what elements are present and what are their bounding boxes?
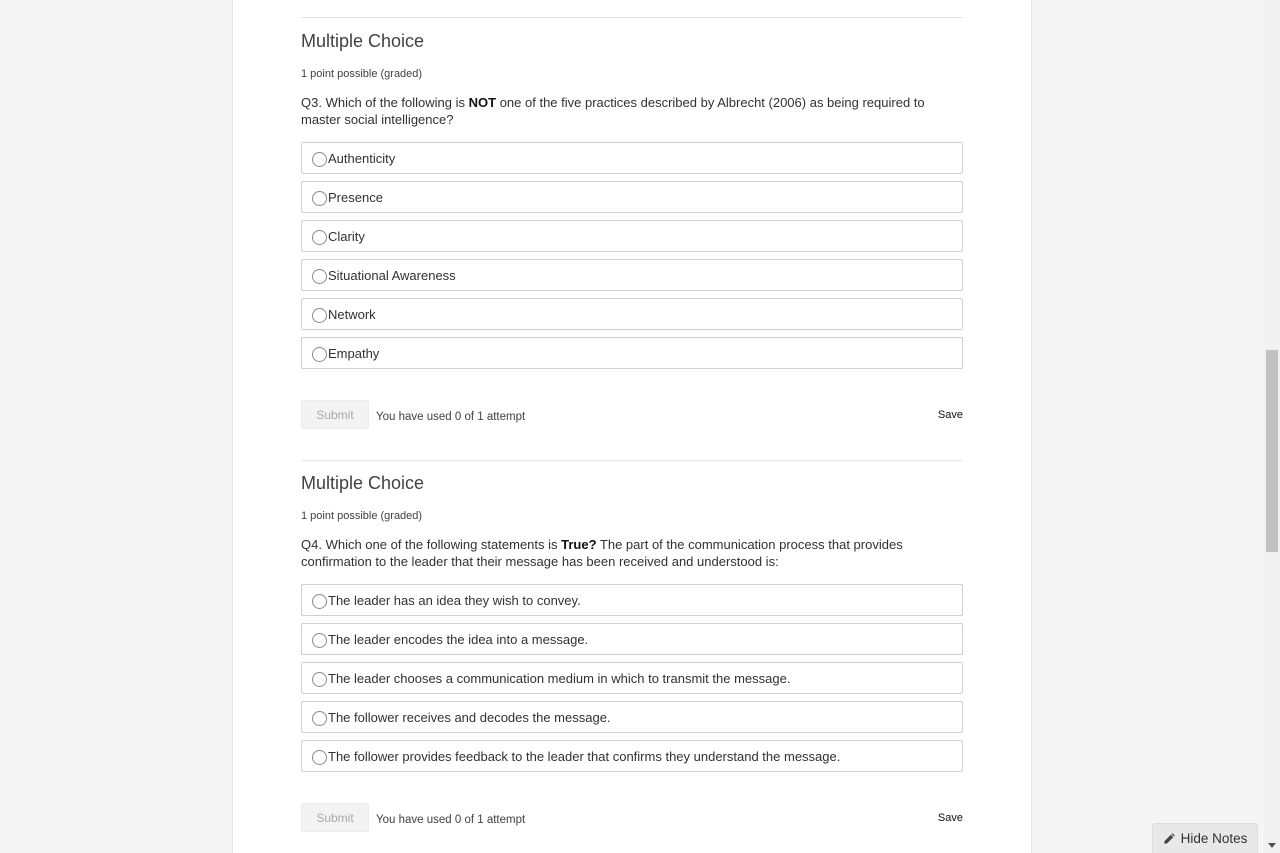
choice-option[interactable] xyxy=(301,298,963,330)
choice-option[interactable] xyxy=(301,740,963,772)
choice-option[interactable] xyxy=(301,584,963,616)
radio-button[interactable] xyxy=(312,750,327,765)
choice-label: The follower provides feedback to the leader that confirms they understand the message. xyxy=(328,748,841,764)
choice-label: Empathy xyxy=(328,345,380,361)
save-button[interactable]: Save xyxy=(937,812,963,824)
radio-button[interactable] xyxy=(312,230,327,245)
choice-option[interactable] xyxy=(301,623,963,655)
choice-label: Authenticity xyxy=(328,150,396,166)
problem-q3 xyxy=(301,29,963,430)
problem-title: Multiple Choice xyxy=(301,31,425,51)
points-possible: 1 point possible (graded) xyxy=(301,68,423,80)
question-text xyxy=(301,94,963,128)
choice-option[interactable] xyxy=(301,337,963,369)
question-suffix: one of the five practices described by Albrecht (2006) as being required to master social intelligence? xyxy=(301,95,925,127)
choice-label: The follower receives and decodes the message. xyxy=(328,709,611,725)
submit-button[interactable]: Submit xyxy=(301,803,369,832)
question-prefix: Q3. Which of the following is xyxy=(301,95,469,110)
hide-notes-button[interactable] xyxy=(1152,823,1258,853)
scroll-down-arrow-icon[interactable] xyxy=(1268,843,1276,848)
choice-label: The leader has an idea they wish to convey. xyxy=(328,592,581,608)
scrollbar-thumb[interactable] xyxy=(1266,350,1278,552)
question-emphasis: True? xyxy=(561,537,597,552)
choice-label: The leader chooses a communication medium in which to transmit the message. xyxy=(328,670,791,686)
choice-option[interactable] xyxy=(301,220,963,252)
radio-button[interactable] xyxy=(312,308,327,323)
radio-button[interactable] xyxy=(312,191,327,206)
problem-title: Multiple Choice xyxy=(301,473,425,493)
save-button[interactable]: Save xyxy=(937,409,963,421)
choice-label: Network xyxy=(328,306,376,322)
choice-label: Clarity xyxy=(328,228,365,244)
radio-button[interactable] xyxy=(312,633,327,648)
radio-button[interactable] xyxy=(312,152,327,167)
problem-divider xyxy=(301,17,963,18)
radio-button[interactable] xyxy=(312,269,327,284)
hide-notes-label: Hide Notes xyxy=(1180,831,1248,846)
vertical-scrollbar[interactable] xyxy=(1264,0,1280,853)
pencil-icon xyxy=(1163,832,1176,845)
course-content xyxy=(232,0,1032,853)
question-prefix: Q4. Which one of the following statements is xyxy=(301,537,562,552)
question-suffix: The part of the communication process that provides confirmation to the leader that their message has been received and understood is: xyxy=(301,537,903,569)
choice-label: Situational Awareness xyxy=(328,267,456,283)
radio-button[interactable] xyxy=(312,594,327,609)
problem-divider xyxy=(301,460,963,461)
radio-button[interactable] xyxy=(312,347,327,362)
choice-option[interactable] xyxy=(301,259,963,291)
choice-label: The leader encodes the idea into a message. xyxy=(328,631,589,647)
question-text xyxy=(301,536,963,570)
choice-option[interactable] xyxy=(301,662,963,694)
problem-actions xyxy=(301,803,963,833)
question-emphasis: NOT xyxy=(468,95,497,110)
choice-option[interactable] xyxy=(301,142,963,174)
choice-label: Presence xyxy=(328,189,383,205)
choice-option[interactable] xyxy=(301,701,963,733)
choice-list xyxy=(301,584,963,772)
submit-button[interactable]: Submit xyxy=(301,400,369,429)
radio-button[interactable] xyxy=(312,672,327,687)
radio-button[interactable] xyxy=(312,711,327,726)
choice-list xyxy=(301,142,963,369)
attempts-text: You have used 0 of 1 attempt xyxy=(376,411,526,423)
attempts-text: You have used 0 of 1 attempt xyxy=(376,814,526,826)
problem-q4 xyxy=(301,471,963,833)
problem-actions xyxy=(301,400,963,430)
choice-option[interactable] xyxy=(301,181,963,213)
points-possible: 1 point possible (graded) xyxy=(301,510,423,522)
